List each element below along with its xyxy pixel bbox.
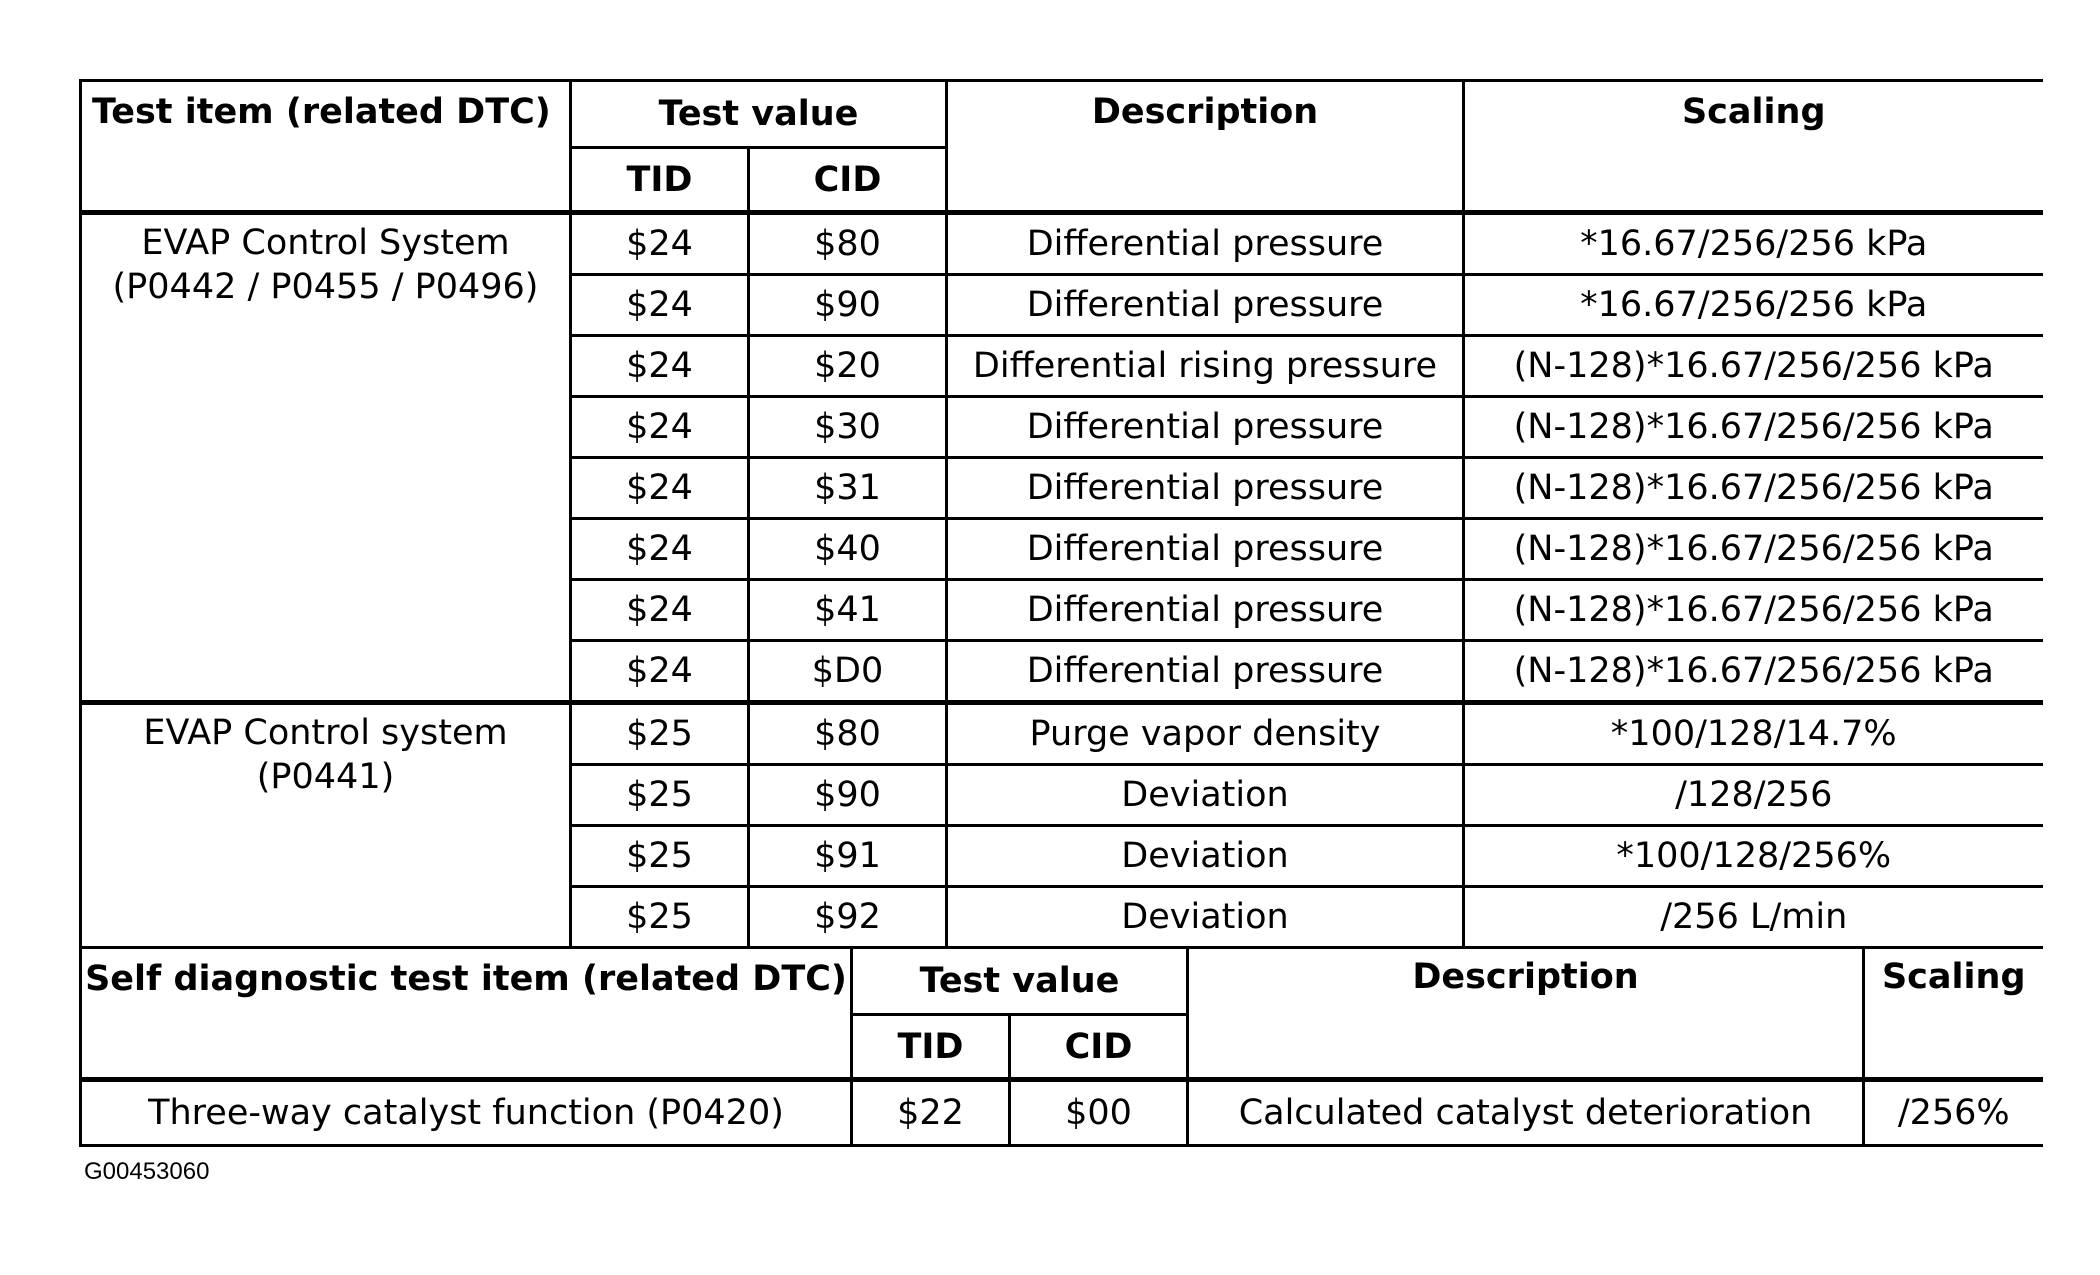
description-cell: Deviation <box>947 765 1464 826</box>
table-row <box>81 1080 2043 1146</box>
cid-cell: $20 <box>749 336 947 397</box>
cid-cell: $90 <box>749 765 947 826</box>
description-cell: Differential pressure <box>947 519 1464 580</box>
scaling-cell: (N-128)*16.67/256/256 kPa <box>1464 641 2043 703</box>
tid-cell: $24 <box>571 580 749 641</box>
figure-id: G00453060 <box>84 1158 210 1185</box>
tid-cell: $24 <box>571 397 749 458</box>
description-cell: Differential pressure <box>947 397 1464 458</box>
scaling-cell: (N-128)*16.67/256/256 kPa <box>1464 458 2043 519</box>
test-item-name: EVAP Control System <box>141 223 510 263</box>
tid-cell: $25 <box>571 887 749 948</box>
catalyst-test-table <box>79 946 2043 1147</box>
tid-cell: $24 <box>571 275 749 336</box>
header-test-item: Test item (related DTC) <box>81 81 571 213</box>
tid-cell: $24 <box>571 458 749 519</box>
description-cell: Differential pressure <box>947 580 1464 641</box>
header-test-value: Test value <box>571 81 947 148</box>
scaling-cell: /128/256 <box>1464 765 2043 826</box>
header-row-1 <box>81 948 2043 1015</box>
tid-cell: $24 <box>571 519 749 580</box>
header-description: Description <box>1188 948 1864 1080</box>
description-cell: Calculated catalyst deterioration <box>1188 1080 1864 1146</box>
tid-cell: $22 <box>852 1080 1010 1146</box>
description-cell: Differential pressure <box>947 213 1464 275</box>
test-item-cell: Three-way catalyst function (P0420) <box>81 1080 852 1146</box>
cid-cell: $80 <box>749 703 947 765</box>
scaling-cell: (N-128)*16.67/256/256 kPa <box>1464 519 2043 580</box>
evap-test-table <box>79 79 2043 949</box>
scaling-cell: *100/128/14.7% <box>1464 703 2043 765</box>
cid-cell: $90 <box>749 275 947 336</box>
cid-cell: $80 <box>749 213 947 275</box>
cid-cell: $40 <box>749 519 947 580</box>
header-scaling: Scaling <box>1464 81 2043 213</box>
header-description: Description <box>947 81 1464 213</box>
header-row-1 <box>81 81 2043 148</box>
tid-cell: $25 <box>571 826 749 887</box>
test-item-name: EVAP Control system <box>143 713 508 753</box>
scaling-cell: *100/128/256% <box>1464 826 2043 887</box>
table-row <box>81 213 2043 275</box>
header-self-diagnostic-item: Self diagnostic test item (related DTC) <box>81 948 852 1080</box>
description-cell: Differential pressure <box>947 641 1464 703</box>
header-scaling: Scaling <box>1864 948 2043 1080</box>
cid-cell: $30 <box>749 397 947 458</box>
tid-cell: $25 <box>571 703 749 765</box>
table-row <box>81 703 2043 765</box>
cid-cell: $31 <box>749 458 947 519</box>
cid-cell: $41 <box>749 580 947 641</box>
scaling-cell: (N-128)*16.67/256/256 kPa <box>1464 580 2043 641</box>
scaling-cell: (N-128)*16.67/256/256 kPa <box>1464 397 2043 458</box>
scaling-cell: /256 L/min <box>1464 887 2043 948</box>
header-tid: TID <box>571 148 749 213</box>
header-tid: TID <box>852 1015 1010 1080</box>
header-cid: CID <box>749 148 947 213</box>
cid-cell: $D0 <box>749 641 947 703</box>
description-cell: Purge vapor density <box>947 703 1464 765</box>
cid-cell: $91 <box>749 826 947 887</box>
test-item-dtc: (P0441) <box>256 757 395 797</box>
tid-cell: $24 <box>571 336 749 397</box>
scaling-cell: /256% <box>1864 1080 2043 1146</box>
test-item-cell <box>81 213 571 703</box>
cid-cell: $92 <box>749 887 947 948</box>
scaling-cell: *16.67/256/256 kPa <box>1464 275 2043 336</box>
scaling-cell: (N-128)*16.67/256/256 kPa <box>1464 336 2043 397</box>
description-cell: Differential pressure <box>947 275 1464 336</box>
header-cid: CID <box>1010 1015 1188 1080</box>
description-cell: Differential rising pressure <box>947 336 1464 397</box>
tid-cell: $24 <box>571 213 749 275</box>
description-cell: Deviation <box>947 887 1464 948</box>
header-test-value: Test value <box>852 948 1188 1015</box>
cid-cell: $00 <box>1010 1080 1188 1146</box>
description-cell: Differential pressure <box>947 458 1464 519</box>
test-item-cell <box>81 703 571 948</box>
tid-cell: $24 <box>571 641 749 703</box>
description-cell: Deviation <box>947 826 1464 887</box>
test-item-dtc: (P0442 / P0455 / P0496) <box>112 267 539 307</box>
scaling-cell: *16.67/256/256 kPa <box>1464 213 2043 275</box>
tid-cell: $25 <box>571 765 749 826</box>
